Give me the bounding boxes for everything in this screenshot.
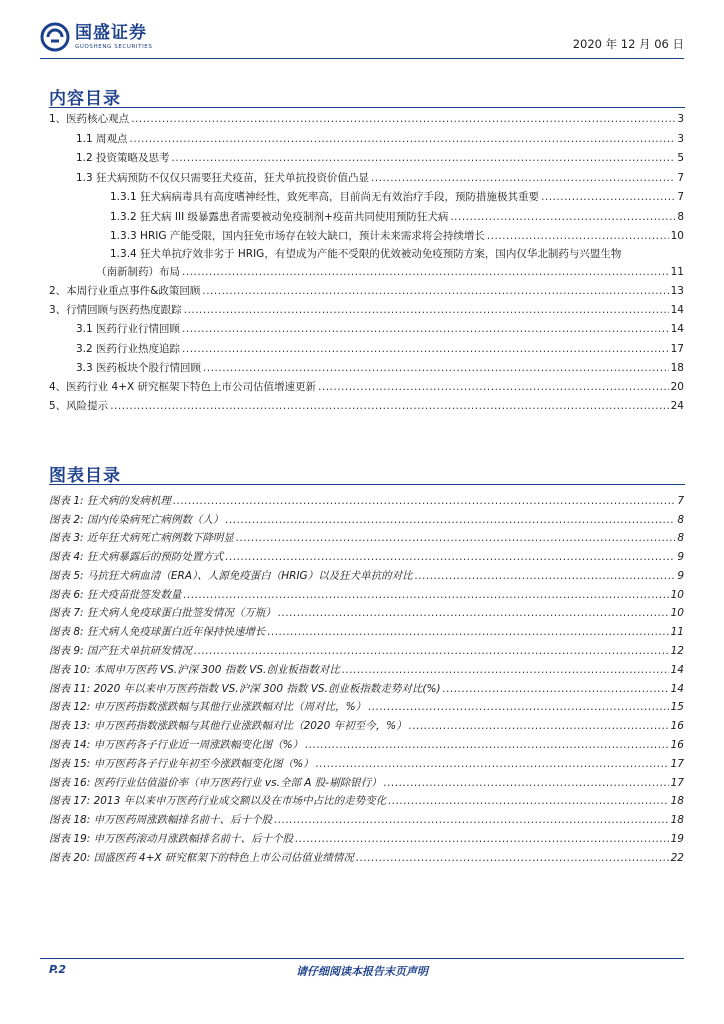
toc-entry[interactable]: 3、行情回顾与医药热度跟踪 ..... 14 bbox=[49, 301, 684, 317]
footer-disclaimer-note: 请仔细阅读本报告末页声明 bbox=[296, 965, 428, 978]
figure-entry[interactable]: 图表 14: 申万医药各子行业近一周涨跌幅变化图（%） ..... 16 bbox=[49, 736, 684, 752]
header-divider bbox=[40, 58, 684, 59]
figure-entry[interactable]: 图表 2: 国内传染病死亡病例数（人） ..... 8 bbox=[49, 511, 684, 527]
company-logo bbox=[40, 22, 152, 52]
toc-entry[interactable]: 2、本周行业重点事件&政策回顾 ..... 13 bbox=[49, 282, 684, 298]
footer-divider bbox=[40, 958, 684, 959]
toc-entry[interactable]: 5、风险提示 ..... 24 bbox=[49, 397, 684, 413]
figure-entry[interactable]: 图表 9: 国产狂犬单抗研发情况 ..... 12 bbox=[49, 642, 684, 658]
page-number: P.2 bbox=[49, 963, 67, 976]
toc-entry[interactable]: （南新制药）布局 ..... 11 bbox=[96, 263, 684, 279]
toc-title: 内容目录 bbox=[49, 89, 121, 109]
figure-entry[interactable]: 图表 12: 申万医药指数涨跌幅与其他行业涨跌幅对比（周对比，%） ..... 15 bbox=[49, 698, 684, 714]
figure-entry[interactable]: 图表 6: 狂犬疫苗批签发数量 ..... 10 bbox=[49, 586, 684, 602]
guosheng-logo-icon bbox=[40, 22, 70, 52]
figures-title: 图表目录 bbox=[49, 466, 121, 486]
figure-entry[interactable]: 图表 15: 申万医药各子行业年初至今涨跌幅变化图（%） ..... 17 bbox=[49, 755, 684, 771]
figure-entry[interactable]: 图表 17: 2013 年以来申万医药行业成交额以及在市场中占比的走势变化 ..... 18 bbox=[49, 792, 684, 808]
toc-entry[interactable]: 1.3 狂犬病预防不仅仅只需要狂犬疫苗，狂犬单抗投资价值凸显 ..... 7 bbox=[76, 169, 684, 185]
figure-entry[interactable]: 图表 5: 马抗狂犬病血清（ERA）、人源免疫蛋白（HRIG）以及狂犬单抗的对比 ..... 9 bbox=[49, 567, 684, 583]
figure-entry[interactable]: 图表 20: 国盛医药 4+X 研究框架下的特色上市公司估值业绩情况 ..... 22 bbox=[49, 849, 684, 865]
figure-entry[interactable]: 图表 18: 申万医药周涨跌幅排名前十、后十个股 ..... 18 bbox=[49, 811, 684, 827]
figure-entry[interactable]: 图表 11: 2020 年以来申万医药指数 VS.沪深 300 指数 VS.创业板指数走势对比(%) ..... 14 bbox=[49, 680, 684, 696]
figure-entry[interactable]: 图表 7: 狂犬病人免疫球蛋白批签发情况（万瓶） ..... 10 bbox=[49, 604, 684, 620]
toc-entry[interactable]: 1.2 投资策略及思考 ..... 5 bbox=[76, 149, 684, 165]
toc-title-divider bbox=[49, 107, 685, 108]
figure-entry[interactable]: 图表 3: 近年狂犬病死亡病例数下降明显 ..... 8 bbox=[49, 529, 684, 545]
figure-entry[interactable]: 图表 10: 本周申万医药 VS.沪深 300 指数 VS.创业板指数对比 ..... 14 bbox=[49, 661, 684, 677]
toc-entry[interactable]: 1.1 周观点 ..... 3 bbox=[76, 130, 684, 146]
report-date: 2020 年 12 月 06 日 bbox=[572, 37, 684, 51]
figure-entry[interactable]: 图表 8: 狂犬病人免疫球蛋白近年保持快速增长 ..... 11 bbox=[49, 623, 684, 639]
toc-entry[interactable]: 3.3 医药板块个股行情回顾 ..... 18 bbox=[76, 359, 684, 375]
figure-entry[interactable]: 图表 16: 医药行业估值溢价率（申万医药行业 vs.全部 A 股-剔除银行） ..... 17 bbox=[49, 774, 684, 790]
figure-entry[interactable]: 图表 19: 申万医药滚动月涨跌幅排名前十、后十个股 ..... 19 bbox=[49, 830, 684, 846]
figure-entry[interactable]: 图表 1: 狂犬病的发病机理 ..... 7 bbox=[49, 492, 684, 508]
toc-entry[interactable]: 3.1 医药行业行情回顾 ..... 14 bbox=[76, 320, 684, 336]
toc-entry[interactable]: 1.3.3 HRIG 产能受限，国内狂免市场存在较大缺口，预计未来需求将会持续增长 ..... 10 bbox=[110, 227, 684, 243]
logo-name: 国盛证券 bbox=[75, 22, 147, 43]
toc-entry[interactable]: 3.2 医药行业热度追踪 ..... 17 bbox=[76, 340, 684, 356]
logo-english-name: GUOSHENG SECURITIES bbox=[75, 43, 153, 50]
toc-entry[interactable]: 4、医药行业 4+X 研究框架下特色上市公司估值增速更新 ..... 20 bbox=[49, 378, 684, 394]
figure-entry[interactable]: 图表 13: 申万医药指数涨跌幅与其他行业涨跌幅对比（2020 年初至今，%） ..... 16 bbox=[49, 717, 684, 733]
page-header bbox=[40, 22, 684, 58]
toc-entry-wrapped-first-line[interactable]: 1.3.4 狂犬单抗疗效非劣于 HRIG，有望成为产能不受限的优效被动免疫预防方案，国内仅华北制药与兴盟生物 bbox=[110, 248, 622, 260]
figure-entry[interactable]: 图表 4: 狂犬病暴露后的预防处置方式 ..... 9 bbox=[49, 548, 684, 564]
figures-title-divider bbox=[49, 484, 685, 485]
toc-entry[interactable]: 1、医药核心观点 ..... 3 bbox=[49, 110, 684, 126]
toc-entry[interactable]: 1.3.1 狂犬病病毒具有高度嗜神经性，致死率高，目前尚无有效治疗手段，预防措施极其重要 ..... 7 bbox=[110, 188, 684, 204]
toc-entry[interactable]: 1.3.2 狂犬病 III 级暴露患者需要被动免疫制剂+疫苗共同使用预防狂犬病 ..... 8 bbox=[110, 208, 684, 224]
